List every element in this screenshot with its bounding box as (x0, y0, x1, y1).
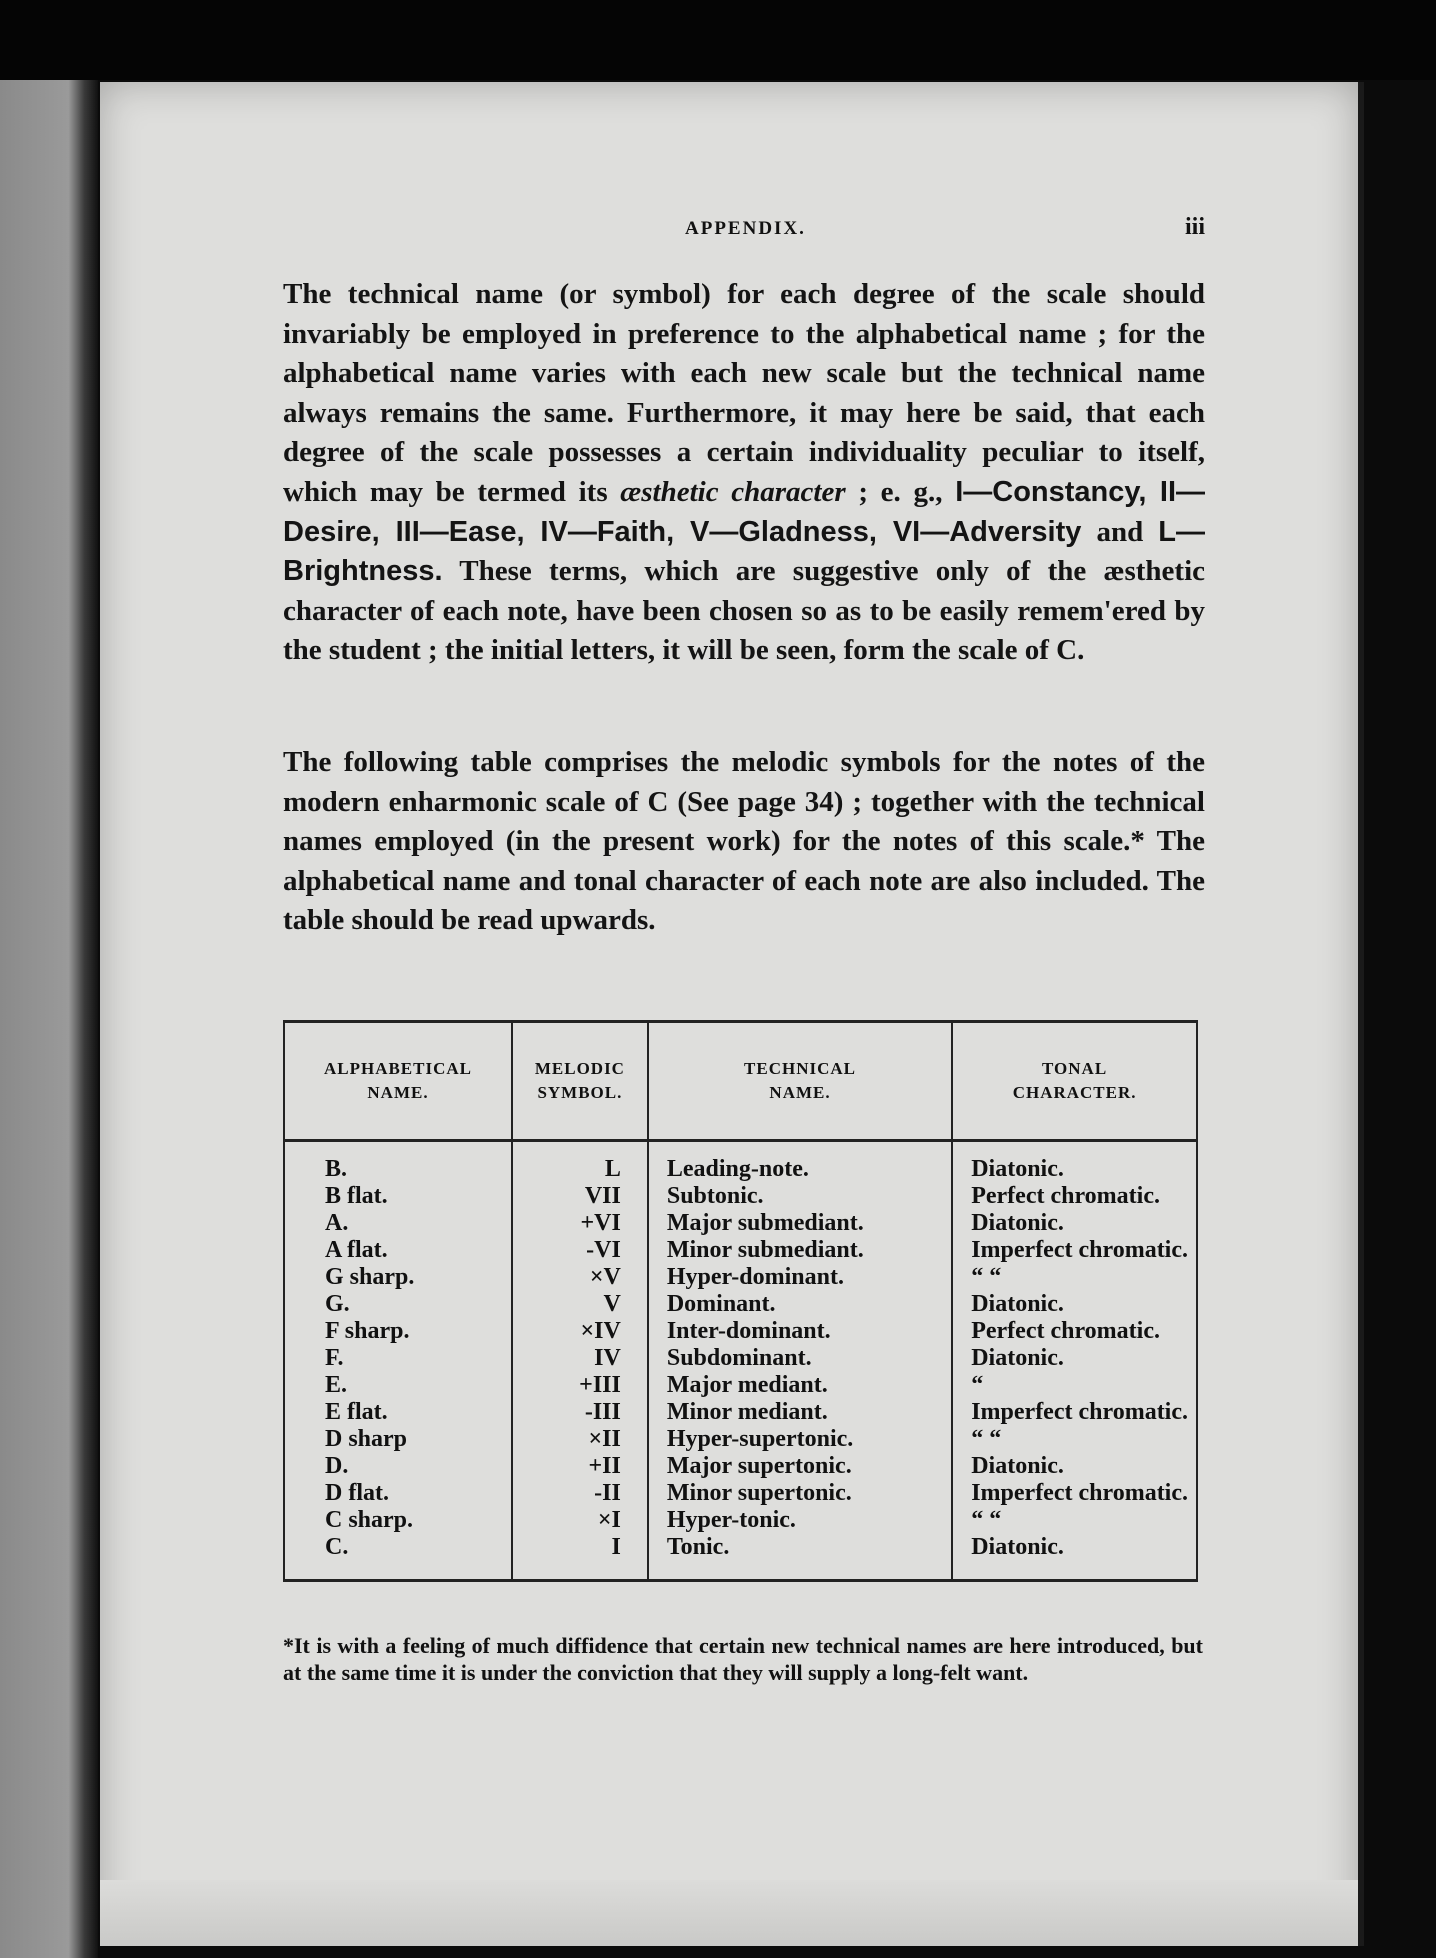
melodic-symbol-cell: I (512, 1534, 648, 1581)
table-row (284, 1210, 1197, 1237)
technical-name-cell: Inter-dominant. (648, 1318, 952, 1345)
paragraph1-text-after: These terms, which are suggestive only of the æsthetic character of each note, have been chosen so as to be easily remem'ered by the student ; the initial letters, it will be seen, form the scale of C. (283, 555, 1205, 667)
table-row (284, 1399, 1197, 1426)
technical-name-cell: Major supertonic. (648, 1453, 952, 1480)
header-tonal-line1: TONAL (1042, 1059, 1108, 1078)
notes-table (283, 1020, 1198, 1582)
alphabetical-name-cell: C sharp. (284, 1507, 512, 1534)
tonal-character-cell: “ “ (952, 1426, 1197, 1453)
technical-name-cell: Subdominant. (648, 1345, 952, 1372)
table-row (284, 1480, 1197, 1507)
melodic-symbol-cell: L (512, 1141, 648, 1184)
melodic-symbol-cell: ×II (512, 1426, 648, 1453)
technical-name-cell: Subtonic. (648, 1183, 952, 1210)
alphabetical-name-cell: C. (284, 1534, 512, 1581)
paragraph-table-intro: The following table comprises the melodic symbols for the notes of the modern enharmonic scale of C (See page 34) ; together with the technical names employed (in the present work) for the notes of this scale.* The alphabetical name and tonal character of each note are also included. The table should be read upwards. (283, 746, 1205, 937)
table-row (284, 1183, 1197, 1210)
tonal-character-cell: Perfect chromatic. (952, 1318, 1197, 1345)
table-header-row (284, 1022, 1197, 1141)
technical-name-cell: Tonic. (648, 1534, 952, 1581)
tonal-character-cell: “ “ (952, 1507, 1197, 1534)
technical-name-cell: Major mediant. (648, 1372, 952, 1399)
aesthetic-character-term: æsthetic character (620, 475, 846, 508)
tonal-character-cell: Diatonic. (952, 1141, 1197, 1184)
technical-name-cell: Hyper-tonic. (648, 1507, 952, 1534)
tonal-character-cell: “ “ (952, 1264, 1197, 1291)
technical-name-cell: Dominant. (648, 1291, 952, 1318)
alphabetical-name-cell: E flat. (284, 1399, 512, 1426)
header-melodic-line2: SYMBOL. (537, 1083, 623, 1102)
header-alpha-line1: ALPHABETICAL (323, 1059, 472, 1078)
running-head (285, 214, 1205, 248)
tonal-character-cell: Imperfect chromatic. (952, 1480, 1197, 1507)
alphabetical-name-cell: E. (284, 1372, 512, 1399)
alphabetical-name-cell: G sharp. (284, 1264, 512, 1291)
page-right-edge (1358, 82, 1364, 1946)
melodic-symbol-cell: V (512, 1291, 648, 1318)
degree-characters: I—Constancy, II—Desire, III—Ease, IV—Faith, V—Gladness, VI—Adversity (283, 475, 1206, 548)
tonal-character-cell: Imperfect chromatic. (952, 1237, 1197, 1264)
technical-name-cell: Major submediant. (648, 1210, 952, 1237)
melodic-symbol-cell: -III (512, 1399, 648, 1426)
tonal-character-cell: Diatonic. (952, 1453, 1197, 1480)
melodic-symbol-cell: -VI (512, 1237, 648, 1264)
tonal-character-cell: Perfect chromatic. (952, 1183, 1197, 1210)
scan-border-top (0, 0, 1436, 80)
table-row (284, 1453, 1197, 1480)
brightness-character: L—Brightness. (283, 515, 1205, 588)
melodic-symbol-cell: ×I (512, 1507, 648, 1534)
page-bottom-margin (100, 1880, 1358, 1946)
header-melodic-symbol (512, 1022, 648, 1141)
table-body (284, 1141, 1197, 1581)
tonal-character-cell: Imperfect chromatic. (952, 1399, 1197, 1426)
table-row (284, 1291, 1197, 1318)
technical-name-cell: Minor submediant. (648, 1237, 952, 1264)
header-alphabetical-name (284, 1022, 512, 1141)
tonal-character-cell: Diatonic. (952, 1210, 1197, 1237)
table-row (284, 1318, 1197, 1345)
table-row (284, 1372, 1197, 1399)
page-number: iii (1184, 214, 1205, 240)
table-row (284, 1507, 1197, 1534)
alphabetical-name-cell: F. (284, 1345, 512, 1372)
header-melodic-line1: MELODIC (534, 1059, 625, 1078)
table-row (284, 1264, 1197, 1291)
enharmonic-scale-table (283, 1020, 1198, 1605)
table-row (284, 1345, 1197, 1372)
melodic-symbol-cell: ×IV (512, 1318, 648, 1345)
table-row (284, 1534, 1197, 1581)
paragraph1-text: The technical name (or symbol) for each degree of the scale should invariably be employed in preference to the alphabetical name ; for the alphabetical name varies with each new scale but the technical name always remains the same. Furthermore, it may here be said, that each degree of the scale possesses a certain individuality peculiar to itself, which may be termed its (283, 278, 1205, 508)
paragraph1-and: and (1081, 515, 1159, 548)
technical-name-cell: Hyper-supertonic. (648, 1426, 952, 1453)
paragraph1-eg: ; e. g., (845, 475, 956, 508)
paragraph-aesthetic-character (283, 275, 1205, 671)
melodic-symbol-cell: IV (512, 1345, 648, 1372)
header-tonal-character (952, 1022, 1197, 1141)
header-technical-line1: TECHNICAL (744, 1059, 856, 1078)
melodic-symbol-cell: -II (512, 1480, 648, 1507)
tonal-character-cell: “ (952, 1372, 1197, 1399)
tonal-character-cell: Diatonic. (952, 1534, 1197, 1581)
melodic-symbol-cell: +II (512, 1453, 648, 1480)
melodic-symbol-cell: +III (512, 1372, 648, 1399)
footnote: *It is with a feeling of much diffidence that certain new technical names are here introduced, but at the same time it is under the conviction that they will supply a long-felt want. (283, 1633, 1203, 1685)
technical-name-cell: Minor supertonic. (648, 1480, 952, 1507)
table-row (284, 1426, 1197, 1453)
running-head-title: APPENDIX. (685, 218, 806, 239)
technical-name-cell: Minor mediant. (648, 1399, 952, 1426)
alphabetical-name-cell: D. (284, 1453, 512, 1480)
alphabetical-name-cell: D sharp (284, 1426, 512, 1453)
technical-name-cell: Leading-note. (648, 1141, 952, 1184)
header-technical-name (648, 1022, 952, 1141)
alphabetical-name-cell: F sharp. (284, 1318, 512, 1345)
alphabetical-name-cell: A flat. (284, 1237, 512, 1264)
table-row (284, 1141, 1197, 1184)
alphabetical-name-cell: B. (284, 1141, 512, 1184)
header-technical-line2: NAME. (769, 1083, 831, 1102)
tonal-character-cell: Diatonic. (952, 1291, 1197, 1318)
melodic-symbol-cell: VII (512, 1183, 648, 1210)
header-tonal-line2: CHARACTER. (1012, 1083, 1137, 1102)
header-alpha-line2: NAME. (367, 1083, 429, 1102)
tonal-character-cell: Diatonic. (952, 1345, 1197, 1372)
scan-binding-edge (0, 80, 98, 1958)
alphabetical-name-cell: A. (284, 1210, 512, 1237)
technical-name-cell: Hyper-dominant. (648, 1264, 952, 1291)
table-row (284, 1237, 1197, 1264)
alphabetical-name-cell: D flat. (284, 1480, 512, 1507)
melodic-symbol-cell: +VI (512, 1210, 648, 1237)
alphabetical-name-cell: G. (284, 1291, 512, 1318)
melodic-symbol-cell: ×V (512, 1264, 648, 1291)
alphabetical-name-cell: B flat. (284, 1183, 512, 1210)
